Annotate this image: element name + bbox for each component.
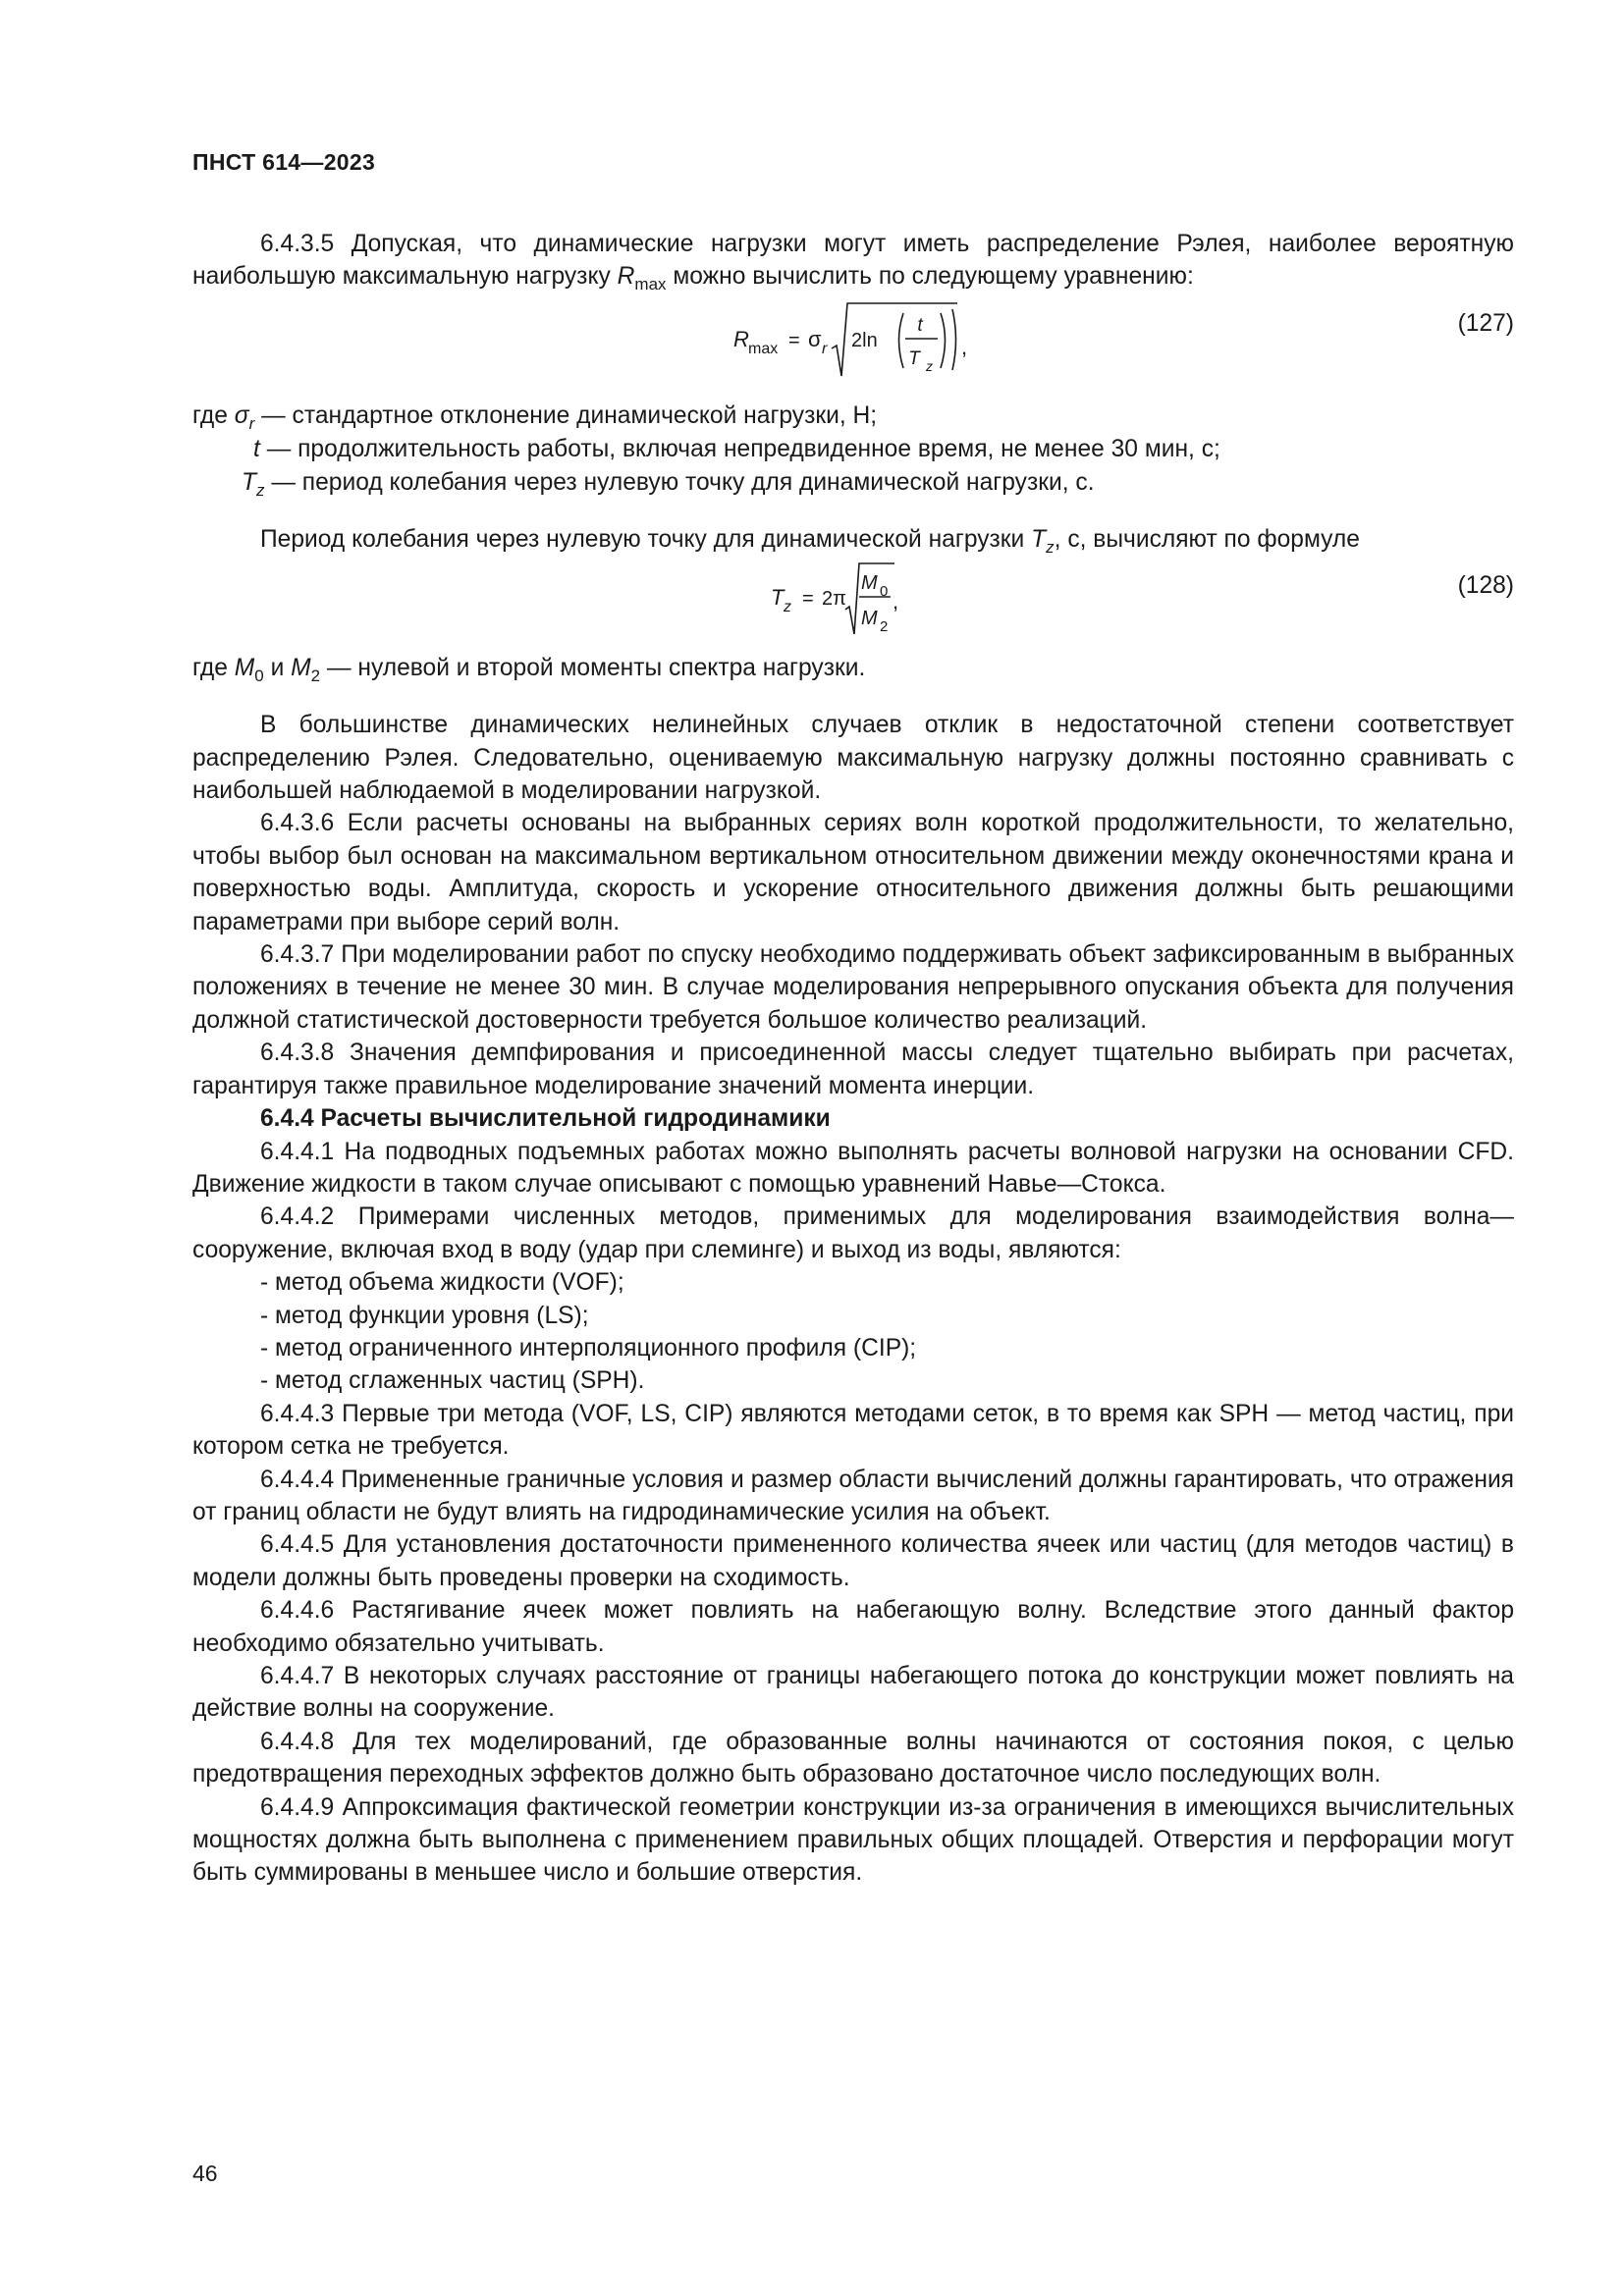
section-heading-6-4-4: 6.4.4 Расчеты вычислительной гидродинамики xyxy=(260,1105,831,1133)
paragraph-6-4-4-6: 6.4.4.6 Растягивание ячеек может повлиять на набегающую волну. Вследствие этого данный фактор необходимо обязательно учитывать. xyxy=(192,1597,1514,1657)
svg-text:z: z xyxy=(926,357,933,374)
svg-text:R: R xyxy=(733,326,749,351)
paragraph-6-4-4-9: 6.4.4.9 Аппроксимация фактической геометрии конструкции из-за ограничения в имеющихся вычислительных мощностях должна быть выполнена с применением правильных общих площадей. Отверстия и перфорации могут быть суммированы в меньшее число и большие отверстия. xyxy=(192,1793,1514,1887)
paragraph-6-4-4-2: 6.4.4.2 Примерами численных методов, применимых для моделирования взаимодействия волна—сооружение, включая вход в воду (удар при слеминге) и выход из воды, являются: xyxy=(192,1203,1514,1263)
svg-text:,: , xyxy=(893,589,899,614)
list-item: - метод функции уровня (LS); xyxy=(260,1302,589,1329)
list-item: - метод сглаженных частиц (SPH). xyxy=(260,1367,645,1395)
svg-text:,: , xyxy=(961,334,968,359)
svg-text:r: r xyxy=(822,340,828,357)
document-code: ПНСТ 614—2023 xyxy=(192,149,376,175)
list-item: - метод объема жидкости (VOF); xyxy=(260,1269,624,1297)
svg-text:2π: 2π xyxy=(822,588,846,611)
svg-text:2: 2 xyxy=(880,618,889,636)
where-moments: где $M_0$ и $M_2$ — нулевой и второй моменты спектра нагрузки. xyxy=(192,655,866,686)
paragraph-6-4-4-5: 6.4.4.5 Для установления достаточности примененного количества ячеек или частиц (для методов частиц) в модели должны быть проведены проверки на сходимость. xyxy=(192,1531,1514,1591)
svg-text:M: M xyxy=(861,572,878,595)
svg-text:max: max xyxy=(748,340,779,357)
page-number: 46 xyxy=(192,2161,218,2186)
svg-text:σ: σ xyxy=(808,326,822,351)
svg-text:T: T xyxy=(771,585,785,611)
paragraph-6-4-4-3: 6.4.4.3 Первые три метода (VOF, LS, CIP) являются методами сеток, в то время как SPH — метод частиц, при котором сетка не требуется. xyxy=(192,1400,1514,1461)
svg-text:=: = xyxy=(788,329,800,351)
svg-text:2ln: 2ln xyxy=(851,329,878,351)
where-tz: $T_z$ — период колебания через нулевую точку для динамической нагрузки, с. xyxy=(242,468,1095,500)
svg-text:M: M xyxy=(861,608,878,630)
formula-127 xyxy=(192,294,1514,386)
svg-text:z: z xyxy=(784,599,791,616)
paragraph-majority: В большинстве динамических нелинейных случаев отклик в недостаточной степени соответствует распределению Рэлея. Следовательно, оцениваемую максимальную нагрузку должны постоянно сравнивать с наибольшей наблюдаемой в моделировании нагрузкой. xyxy=(192,712,1514,805)
svg-text:T: T xyxy=(908,347,920,369)
paragraph-period: Период колебания через нулевую точку для динамической нагрузки $T_z$, с, вычисляют по формуле xyxy=(260,525,1360,557)
where-sigma: где $\sigma_r$ — стандартное отклонение динамической нагрузки, Н; xyxy=(192,401,878,433)
paragraph-6-4-3-8: 6.4.3.8 Значения демпфирования и присоединенной массы следует тщательно выбирать при расчетах, гарантируя также правильное моделирование значений момента инерции. xyxy=(192,1040,1514,1099)
paragraph-6-4-3-5: 6.4.3.5 Допуская, что динамические нагрузки могут иметь распределение Рэлея, наиболее вероятную наибольшую максимальную нагрузку $R_{max}$ можно вычислить по следующему уравнению: xyxy=(192,231,1514,294)
paragraph-6-4-3-7: 6.4.3.7 При моделировании работ по спуску необходимо поддерживать объект зафиксированным в выбранных положениях в течение не менее 30 мин. В случае моделирования непрерывного опускания объекта для получения должной статистической достоверности требуется большое количество реализаций. xyxy=(192,941,1514,1034)
paragraph-6-4-4-4: 6.4.4.4 Примененные граничные условия и размер области вычислений должны гарантировать, что отражения от границ области не будут влиять на гидродинамические усилия на объект. xyxy=(192,1466,1514,1525)
paragraph-6-4-4-7: 6.4.4.7 В некоторых случаях расстояние от границы набегающего потока до конструкции может повлиять на действие волны на сооружение. xyxy=(192,1663,1514,1723)
formula-127-graphic xyxy=(726,294,981,386)
paragraph-6-4-4-1: 6.4.4.1 На подводных подъемных работах можно выполнять расчеты волновой нагрузки на основании CFD. Движение жидкости в таком случае описывают с помощью уравнений Навье—Стокса. xyxy=(192,1138,1514,1198)
svg-text:t: t xyxy=(917,314,923,336)
paragraph-6-4-3-6: 6.4.3.6 Если расчеты основаны на выбранных сериях волн короткой продолжительности, то желательно, чтобы выбор был основан на максимальном вертикальном относительном движении между оконечностями крана и поверхностью воды. Амплитуда, скорость и ускорение относительного движения должны быть решающими параметрами при выборе серий волн. xyxy=(192,810,1514,935)
list-item: - метод ограниченного интерполяционного профиля (CIP); xyxy=(260,1334,917,1362)
svg-text:0: 0 xyxy=(880,583,889,601)
formula-128-number: (128) xyxy=(1457,572,1514,600)
formula-128-graphic xyxy=(765,556,942,638)
svg-text:=: = xyxy=(802,588,814,611)
where-t: t — продолжительность работы, включая непредвиденное время, не менее 30 мин, с; xyxy=(253,435,1220,462)
document-body xyxy=(192,228,1514,1890)
formula-127-number: (127) xyxy=(1457,309,1514,337)
formula-128 xyxy=(192,556,1514,638)
paragraph-6-4-4-8: 6.4.4.8 Для тех моделирований, где образованные волны начинаются от состояния покоя, с целью предотвращения переходных эффектов должно быть образовано достаточное число последующих волн. xyxy=(192,1728,1514,1789)
